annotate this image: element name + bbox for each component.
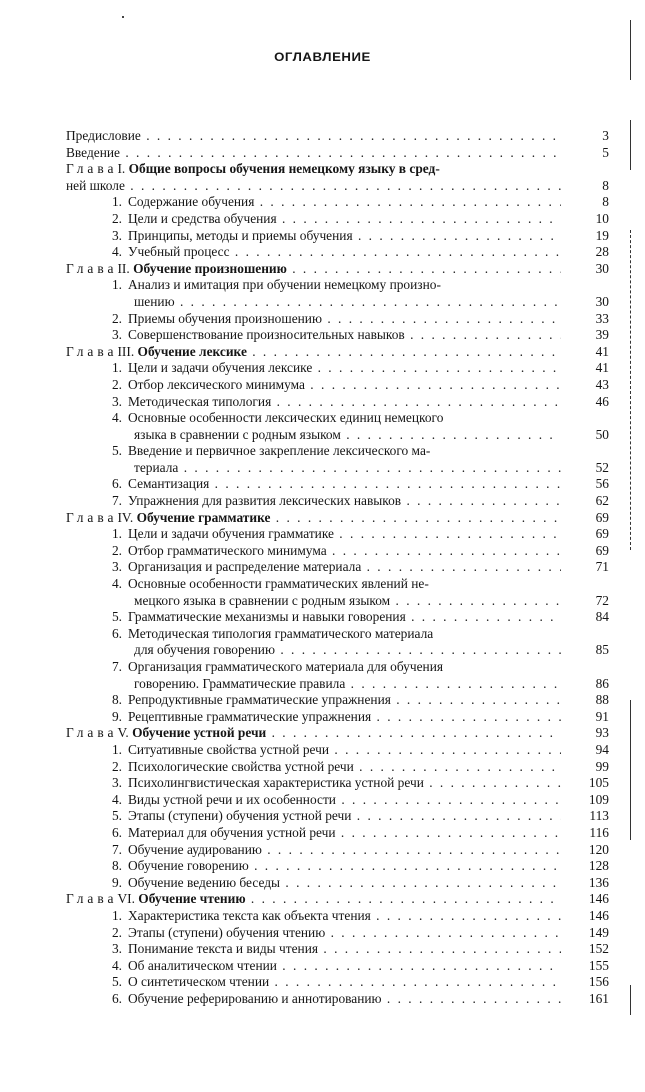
section-number: 4. bbox=[111, 791, 122, 807]
toc-entry-row bbox=[66, 543, 609, 560]
page-number: 99 bbox=[595, 758, 609, 774]
entry-title: Цели и средства обучения bbox=[128, 210, 277, 226]
entry-title: Учебный процесс bbox=[128, 244, 230, 260]
page-number: 39 bbox=[595, 327, 609, 343]
page-number: 30 bbox=[595, 293, 609, 309]
entry-title: Обучение произношению bbox=[133, 260, 287, 276]
section-number: 5. bbox=[111, 609, 122, 625]
entry-title: Совершенствование произносительных навыков bbox=[128, 327, 405, 343]
page-number: 56 bbox=[595, 476, 609, 492]
toc-entry-row bbox=[66, 659, 609, 676]
section-number: 4. bbox=[111, 410, 122, 426]
toc-entry-row bbox=[66, 626, 609, 643]
entry-title: Психолингвистическая характеристика устной речи bbox=[128, 775, 424, 791]
page-number: 146 bbox=[588, 891, 609, 907]
entry-title: ней школе bbox=[66, 177, 125, 193]
page-number: 146 bbox=[588, 907, 609, 923]
entry-title: Обучение грамматике bbox=[136, 509, 271, 525]
entry-title: Обучение устной речи bbox=[132, 725, 267, 741]
toc-entry-row bbox=[66, 759, 609, 776]
section-number: 3. bbox=[111, 227, 122, 243]
page-number: 69 bbox=[595, 509, 609, 525]
toc-entry-row bbox=[66, 642, 609, 659]
entry-title: териала bbox=[134, 459, 179, 475]
section-number: 3. bbox=[111, 559, 122, 575]
toc-entry-row bbox=[66, 211, 609, 228]
section-number: 2. bbox=[111, 210, 122, 226]
toc-chapter-row bbox=[66, 725, 609, 742]
page-number: 71 bbox=[595, 559, 609, 575]
page-number: 46 bbox=[595, 393, 609, 409]
toc-entry-row bbox=[66, 460, 609, 477]
page-number: 109 bbox=[588, 791, 609, 807]
section-number: 3. bbox=[111, 327, 122, 343]
toc-entry-row bbox=[66, 194, 609, 211]
section-number: 2. bbox=[111, 924, 122, 940]
page-number: 105 bbox=[588, 775, 609, 791]
section-number: 1. bbox=[111, 907, 122, 923]
toc-entry-row bbox=[66, 958, 609, 975]
toc-entry-row bbox=[66, 476, 609, 493]
toc-entry-row bbox=[66, 941, 609, 958]
entry-title: Обучение аудированию bbox=[128, 841, 262, 857]
table-of-contents bbox=[66, 128, 609, 1007]
toc-entry-row bbox=[66, 394, 609, 411]
toc-entry-row bbox=[66, 427, 609, 444]
toc-entry-row bbox=[66, 858, 609, 875]
page-edge-mark bbox=[630, 700, 631, 840]
toc-chapter-row bbox=[66, 261, 609, 278]
section-number: 1. bbox=[111, 277, 122, 293]
entry-title: Этапы (ступени) обучения устной речи bbox=[128, 808, 352, 824]
toc-entry-row bbox=[66, 244, 609, 261]
chapter-number: III. bbox=[117, 343, 135, 359]
entry-title: Об аналитическом чтении bbox=[128, 957, 277, 973]
toc-entry-row bbox=[66, 443, 609, 460]
entry-title: Организация грамматического материала для обучения bbox=[128, 659, 444, 674]
section-number: 6. bbox=[111, 625, 122, 641]
page-number: 43 bbox=[595, 376, 609, 392]
entry-title: Этапы (ступени) обучения чтению bbox=[128, 924, 326, 940]
entry-title: Отбор грамматического минимума bbox=[128, 542, 327, 558]
entry-title: Отбор лексического минимума bbox=[128, 376, 305, 392]
entry-title: Семантизация bbox=[128, 476, 210, 492]
chapter-number: VI. bbox=[117, 891, 135, 907]
page-number: 72 bbox=[595, 592, 609, 608]
entry-title: Характеристика текста как объекта чтения bbox=[128, 907, 371, 923]
page-edge-mark bbox=[630, 20, 631, 80]
toc-entry-row bbox=[66, 609, 609, 626]
section-number: 8. bbox=[111, 692, 122, 708]
page-number: 33 bbox=[595, 310, 609, 326]
page-number: 85 bbox=[595, 642, 609, 658]
entry-title: Принципы, методы и приемы обучения bbox=[128, 227, 353, 243]
section-number: 2. bbox=[111, 542, 122, 558]
entry-title: Упражнения для развития лексических навыков bbox=[128, 493, 402, 509]
entry-title: мецкого языка в сравнении с родным языком bbox=[134, 592, 391, 608]
page-number: 128 bbox=[588, 858, 609, 874]
page-number: 41 bbox=[595, 343, 609, 359]
page-number: 91 bbox=[595, 708, 609, 724]
entry-title: Обучение ведению беседы bbox=[128, 874, 281, 890]
page-number: 30 bbox=[595, 260, 609, 276]
toc-entry-row bbox=[66, 311, 609, 328]
entry-title: Репродуктивные грамматические упражнения bbox=[128, 692, 391, 708]
entry-title: Основные особенности грамматических явлений не- bbox=[128, 576, 429, 592]
toc-entry-row bbox=[66, 377, 609, 394]
entry-title: О синтетическом чтении bbox=[128, 974, 270, 990]
toc-entry-row bbox=[66, 808, 609, 825]
page-number: 69 bbox=[595, 526, 609, 542]
page-number: 113 bbox=[589, 808, 609, 824]
entry-title: Обучение чтению bbox=[138, 891, 246, 907]
toc-entry-row bbox=[66, 676, 609, 693]
toc-entry-row bbox=[66, 277, 609, 294]
toc-entry-row bbox=[66, 842, 609, 859]
section-number: 6. bbox=[111, 476, 122, 492]
entry-title: Методическая типология bbox=[128, 393, 272, 409]
page-number: 3 bbox=[602, 128, 609, 143]
entry-title: Цели и задачи обучения грамматике bbox=[128, 526, 334, 542]
toc-entry-row bbox=[66, 145, 609, 162]
page-number: 8 bbox=[602, 194, 609, 210]
entry-title: для обучения говорению bbox=[134, 642, 275, 658]
section-number: 5. bbox=[111, 974, 122, 990]
section-number: 2. bbox=[111, 758, 122, 774]
entry-title: говорению. Грамматические правила bbox=[134, 675, 346, 691]
section-number: 9. bbox=[111, 708, 122, 724]
toc-entry-row bbox=[66, 875, 609, 892]
toc-entry-row bbox=[66, 925, 609, 942]
toc-chapter-row bbox=[66, 891, 609, 908]
toc-entry-row bbox=[66, 974, 609, 991]
page-title: ОГЛАВЛЕНИЕ bbox=[274, 50, 371, 64]
page-number: 5 bbox=[602, 144, 609, 160]
toc-entry-row bbox=[66, 128, 609, 145]
section-number: 3. bbox=[111, 775, 122, 791]
entry-title: Рецептивные грамматические упражнения bbox=[128, 708, 372, 724]
page-number: 69 bbox=[595, 542, 609, 558]
toc-entry-row bbox=[66, 559, 609, 576]
page-number: 116 bbox=[589, 824, 609, 840]
page-number: 136 bbox=[588, 874, 609, 890]
chapter-label: Глава bbox=[66, 343, 118, 359]
section-number: 2. bbox=[111, 376, 122, 392]
toc-entry-row bbox=[66, 294, 609, 311]
entry-title: Ситуативные свойства устной речи bbox=[128, 741, 330, 757]
page-number: 94 bbox=[595, 741, 609, 757]
entry-title: Организация и распределение материала bbox=[128, 559, 362, 575]
page-number: 93 bbox=[595, 725, 609, 741]
page-number: 84 bbox=[595, 609, 609, 625]
chapter-number: V. bbox=[117, 725, 129, 741]
chapter-number: I. bbox=[117, 161, 126, 177]
entry-title: Цели и задачи обучения лексике bbox=[128, 360, 313, 376]
section-number: 3. bbox=[111, 393, 122, 409]
entry-title: Введение и первичное закрепление лексического ма- bbox=[128, 443, 431, 459]
page-number: 156 bbox=[588, 974, 609, 990]
toc-entry-row bbox=[66, 526, 609, 543]
entry-title: Психологические свойства устной речи bbox=[128, 758, 354, 774]
page-number: 152 bbox=[588, 941, 609, 957]
entry-title: Приемы обучения произношению bbox=[128, 310, 322, 326]
page-number: 86 bbox=[595, 675, 609, 691]
section-number: 7. bbox=[111, 493, 122, 509]
entry-title: Методическая типология грамматического материала bbox=[128, 625, 434, 641]
entry-title: Обучение реферированию и аннотированию bbox=[128, 990, 382, 1006]
entry-title: Понимание текста и виды чтения bbox=[128, 941, 319, 957]
toc-chapter-row bbox=[66, 510, 609, 527]
section-number: 1. bbox=[111, 526, 122, 542]
entry-title: Виды устной речи и их особенности bbox=[128, 791, 336, 807]
entry-title: Анализ и имитация при обучении немецкому произно- bbox=[128, 277, 441, 293]
entry-title: Общие вопросы обучения немецкому языку в сред- bbox=[128, 161, 440, 177]
entry-title: Материал для обучения устной речи bbox=[128, 824, 336, 840]
toc-chapter-row bbox=[66, 344, 609, 361]
section-number: 5. bbox=[111, 808, 122, 824]
section-number: 6. bbox=[111, 824, 122, 840]
toc-entry-row bbox=[66, 327, 609, 344]
section-number: 5. bbox=[111, 443, 122, 459]
toc-entry-row bbox=[66, 360, 609, 377]
toc-chapter-row bbox=[66, 161, 609, 178]
section-number: 1. bbox=[111, 194, 122, 210]
page-number: 50 bbox=[595, 426, 609, 442]
toc-entry-row bbox=[66, 991, 609, 1008]
page-number: 28 bbox=[595, 244, 609, 260]
entry-title: Предисловие bbox=[66, 128, 141, 143]
section-number: 6. bbox=[111, 990, 122, 1006]
toc-entry-row bbox=[66, 825, 609, 842]
toc-entry-row bbox=[66, 692, 609, 709]
page-number: 8 bbox=[602, 177, 609, 193]
page-number: 149 bbox=[588, 924, 609, 940]
toc-entry-row bbox=[66, 178, 609, 195]
section-number: 7. bbox=[111, 659, 122, 674]
toc-entry-row bbox=[66, 908, 609, 925]
page-number: 88 bbox=[595, 692, 609, 708]
page-number: 161 bbox=[588, 990, 609, 1006]
toc-entry-row bbox=[66, 410, 609, 427]
page-edge-mark bbox=[630, 985, 631, 1015]
toc-entry-row bbox=[66, 228, 609, 245]
toc-entry-row bbox=[66, 709, 609, 726]
toc-entry-row bbox=[66, 742, 609, 759]
toc-entry-row bbox=[66, 775, 609, 792]
entry-title: Содержание обучения bbox=[128, 194, 255, 210]
entry-title: шению bbox=[134, 293, 175, 309]
page-number: 155 bbox=[588, 957, 609, 973]
chapter-label: Глава bbox=[66, 509, 118, 525]
page-number: 62 bbox=[595, 493, 609, 509]
section-number: 4. bbox=[111, 244, 122, 260]
page-number: 10 bbox=[595, 210, 609, 226]
toc-entry-row bbox=[66, 493, 609, 510]
section-number: 7. bbox=[111, 841, 122, 857]
entry-title: Грамматические механизмы и навыки говорения bbox=[128, 609, 406, 625]
chapter-label: Глава bbox=[66, 161, 118, 177]
toc-entry-row bbox=[66, 593, 609, 610]
toc-entry-row bbox=[66, 792, 609, 809]
chapter-number: IV. bbox=[117, 509, 134, 525]
page-speck bbox=[122, 16, 124, 18]
section-number: 1. bbox=[111, 360, 122, 376]
page-number: 120 bbox=[588, 841, 609, 857]
page-number: 52 bbox=[595, 459, 609, 475]
page-edge-mark bbox=[630, 230, 631, 550]
chapter-number: II. bbox=[117, 260, 130, 276]
entry-title: языка в сравнении с родным языком bbox=[134, 426, 341, 442]
chapter-label: Глава bbox=[66, 725, 118, 741]
section-number: 4. bbox=[111, 576, 122, 592]
entry-title: Основные особенности лексических единиц немецкого bbox=[128, 410, 444, 426]
entry-title: Обучение лексике bbox=[137, 343, 247, 359]
section-number: 1. bbox=[111, 741, 122, 757]
chapter-label: Глава bbox=[66, 891, 118, 907]
entry-title: Введение bbox=[66, 144, 120, 160]
section-number: 3. bbox=[111, 941, 122, 957]
toc-entry-row bbox=[66, 576, 609, 593]
section-number: 2. bbox=[111, 310, 122, 326]
section-number: 8. bbox=[111, 858, 122, 874]
entry-title: Обучение говорению bbox=[128, 858, 249, 874]
section-number: 4. bbox=[111, 957, 122, 973]
section-number: 9. bbox=[111, 874, 122, 890]
page-number: 41 bbox=[595, 360, 609, 376]
page-edge-mark bbox=[630, 120, 631, 170]
chapter-label: Глава bbox=[66, 260, 118, 276]
page-number: 19 bbox=[595, 227, 609, 243]
